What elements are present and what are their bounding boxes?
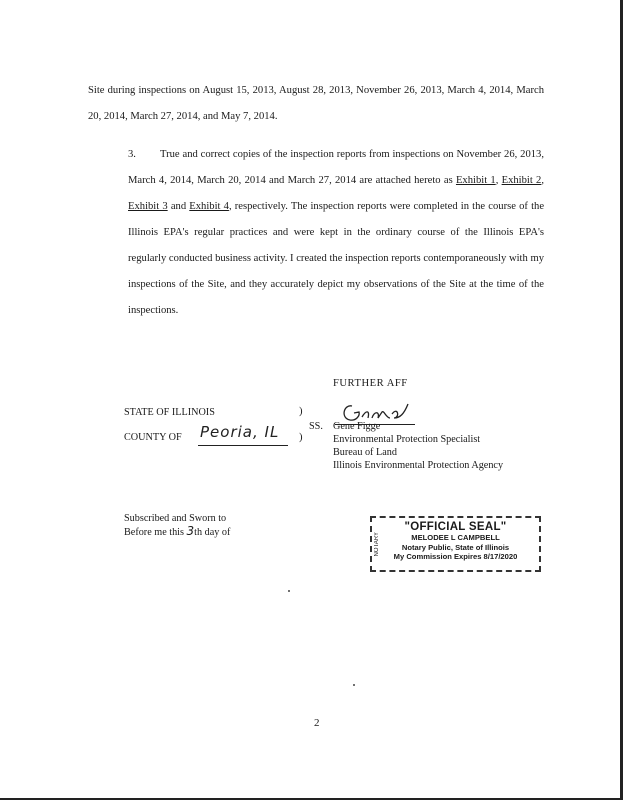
paragraph-3: 3. True and correct copies of the inspection reports from inspections on November 26, 2013, March 4, 2014, March 20, 2014 and March 27, 2014 are attached hereto as Exhibit 1, Exhibit 2, Exhibit 3 and Exhibit 4, respectively. The inspection reports were completed in the course of the Illinois EPA's regular practices and were kept in the ordinary course of the Illinois EPA's regularly conducted business activity. I created the inspection reports contemporaneously with my inspections of the Site, and they accurately depict my observations of the Site at the time of the inspections.: [88, 142, 544, 324]
signer-bureau: Bureau of Land: [333, 447, 397, 458]
further-affiant-heading: FURTHER AFF: [333, 378, 408, 389]
exhibit-2-link: Exhibit 2: [501, 175, 542, 186]
signer-agency: Illinois Environmental Protection Agency: [333, 460, 504, 471]
venue-paren: ): [299, 406, 303, 417]
day-handwritten: 3: [186, 524, 195, 538]
notary-seal-stamp: [370, 516, 541, 572]
signer-block: [333, 420, 503, 472]
county-handwritten: Peoria, IL: [200, 423, 280, 441]
scan-speck: [288, 590, 290, 592]
venue-state: STATE OF ILLINOIS: [124, 407, 215, 418]
exhibit-4-link: Exhibit 4: [189, 201, 229, 212]
exhibit-3-link: Exhibit 3: [128, 201, 168, 212]
paragraph-continuation: Site during inspections on August 15, 2013, August 28, 2013, November 26, 2013, March 4, 2014, March 20, 2014, March 27, 2014, and May 7, 2014.: [88, 85, 544, 122]
affidavit-body: [88, 78, 544, 336]
seal-notary-state: Notary Public, State of Illinois: [401, 542, 510, 552]
page-number: 2: [314, 717, 320, 729]
venue-paren: ): [299, 432, 303, 443]
paragraph-number: 3.: [128, 149, 136, 160]
signer-title: Environmental Protection Specialist: [333, 434, 481, 445]
seal-expiration: My Commission Expires 8/17/2020: [393, 552, 518, 561]
seal-title: "OFFICIAL SEAL": [404, 521, 507, 533]
exhibit-1-link: Exhibit 1: [455, 175, 496, 186]
county-blank-line: [198, 445, 288, 446]
seal-notary-name: MELODEE L CAMPBELL: [411, 533, 500, 542]
scan-speck: [353, 684, 355, 686]
venue-county-label: COUNTY OF: [124, 432, 182, 443]
venue-ss: SS.: [309, 421, 323, 432]
subscribed-sworn: Subscribed and Sworn to Before me this 3th day of: [124, 513, 231, 538]
signer-name: Gene Figge: [333, 421, 381, 432]
seal-side-text: NOTARY: [374, 532, 380, 557]
